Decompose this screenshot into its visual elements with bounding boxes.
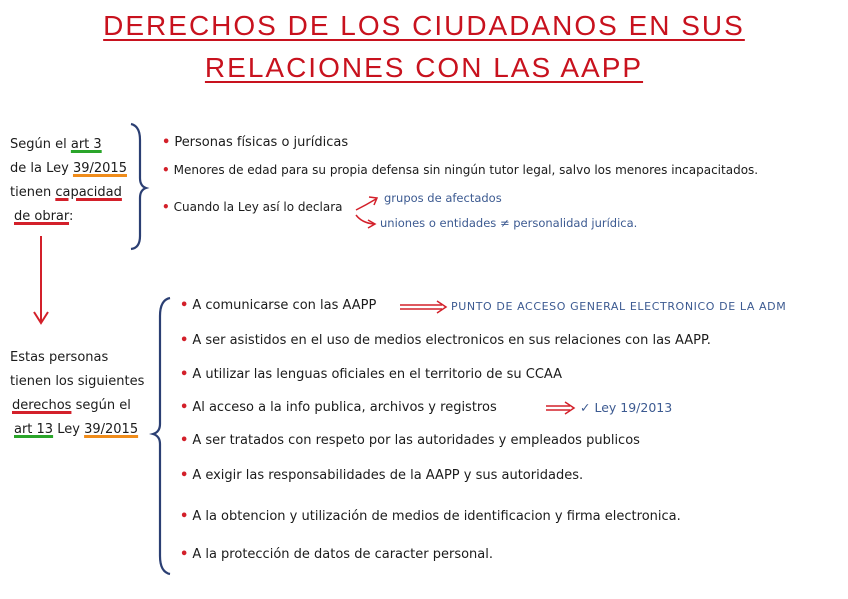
text-segment: tienen [10, 185, 52, 200]
punto-acceso-note: PUNTO DE ACCESO GENERAL ELECTRONICO DE LA ADM [451, 300, 787, 313]
left-top-line-1 [10, 133, 102, 157]
page-title-line-2: RELACIONES CON LAS AAPP [204, 52, 644, 83]
capacity-item [162, 135, 348, 150]
right-item-text: A ser tratados con respeto por las autoridades y empleados publicos [192, 433, 640, 448]
right-item-text: Al acceso a la info publica, archivos y registros [192, 400, 497, 415]
right-item [180, 468, 583, 483]
highlight-law-2: 39/2015 [84, 422, 139, 437]
bullet-icon: • [180, 547, 189, 562]
text-segment: según el [75, 398, 131, 413]
right-item [180, 433, 640, 448]
capacity-item-text: Menores de edad para su propia defensa sin ningún tutor legal, salvo los menores incapacitados. [173, 163, 759, 177]
branch-arrow-up-icon [356, 197, 377, 210]
right-item-text: A utilizar las lenguas oficiales en el territorio de su CCAA [192, 367, 563, 382]
text-segment: Según el [10, 137, 67, 152]
bullet-icon: • [162, 163, 170, 177]
right-item-text: A comunicarse con las AAPP [192, 298, 377, 313]
text-segment: Ley [57, 422, 80, 437]
down-arrow-icon [34, 236, 48, 323]
right-item [180, 333, 711, 348]
right-item-text: A ser asistidos en el uso de medios electronicos en sus relaciones con las AAPP. [192, 333, 711, 348]
bullet-icon: • [180, 333, 189, 348]
right-item [180, 547, 493, 562]
highlight-art13: art 13 [14, 422, 54, 437]
right-item [180, 298, 376, 313]
bottom-brace-icon [153, 298, 170, 574]
capacity-item [162, 163, 758, 177]
bullet-icon: • [162, 200, 170, 214]
left-top-line-2 [10, 157, 127, 181]
bullet-icon: • [180, 367, 189, 382]
left-top-line-3 [10, 181, 122, 205]
highlight-derechos: derechos [12, 398, 72, 413]
left-bottom-line-3 [12, 394, 131, 418]
capacity-item-text: Personas físicas o jurídicas [174, 135, 349, 150]
ley-transparencia-note: ✓ Ley 19/2013 [580, 400, 673, 415]
capacity-item [162, 200, 342, 214]
right-item [180, 367, 562, 382]
text-segment: de la [10, 161, 42, 176]
branch-note: grupos de afectados [384, 191, 502, 205]
highlight-capacidad: capacidad [55, 185, 122, 200]
branch-arrow-down-icon [356, 215, 375, 228]
bullet-icon: • [180, 468, 189, 483]
bullet-icon: • [162, 135, 171, 150]
right-item-text: A la obtencion y utilización de medios de identificacion y firma electronica. [192, 509, 681, 524]
top-brace-icon [131, 124, 146, 249]
page-title-line-1: DERECHOS DE LOS CIUDADANOS EN SUS [103, 10, 745, 41]
highlight-obrar: de obrar [14, 209, 70, 224]
text-segment: Ley [46, 161, 69, 176]
double-arrow-icon-1 [400, 301, 446, 313]
left-bottom-line-1: Estas personas [10, 350, 109, 365]
right-item [180, 509, 681, 524]
capacity-item-text: Cuando la Ley así lo declara [173, 200, 343, 214]
bullet-icon: • [180, 298, 189, 313]
left-bottom-line-2: tienen los siguientes [10, 374, 145, 389]
bullet-icon: • [180, 433, 189, 448]
bullet-icon: • [180, 400, 189, 415]
colon: : [69, 209, 74, 224]
highlight-law: 39/2015 [72, 161, 127, 176]
highlight-art: art 3 [70, 137, 102, 152]
branch-note: uniones o entidades ≠ personalidad jurídica. [380, 216, 638, 230]
right-item [180, 400, 497, 415]
double-arrow-icon-2 [546, 402, 574, 414]
left-bottom-line-4 [14, 418, 138, 442]
right-item-text: A exigir las responsabilidades de la AAPP y sus autoridades. [192, 468, 584, 483]
left-top-line-4 [14, 205, 73, 229]
right-item-text: A la protección de datos de caracter personal. [192, 547, 493, 562]
bullet-icon: • [180, 509, 189, 524]
